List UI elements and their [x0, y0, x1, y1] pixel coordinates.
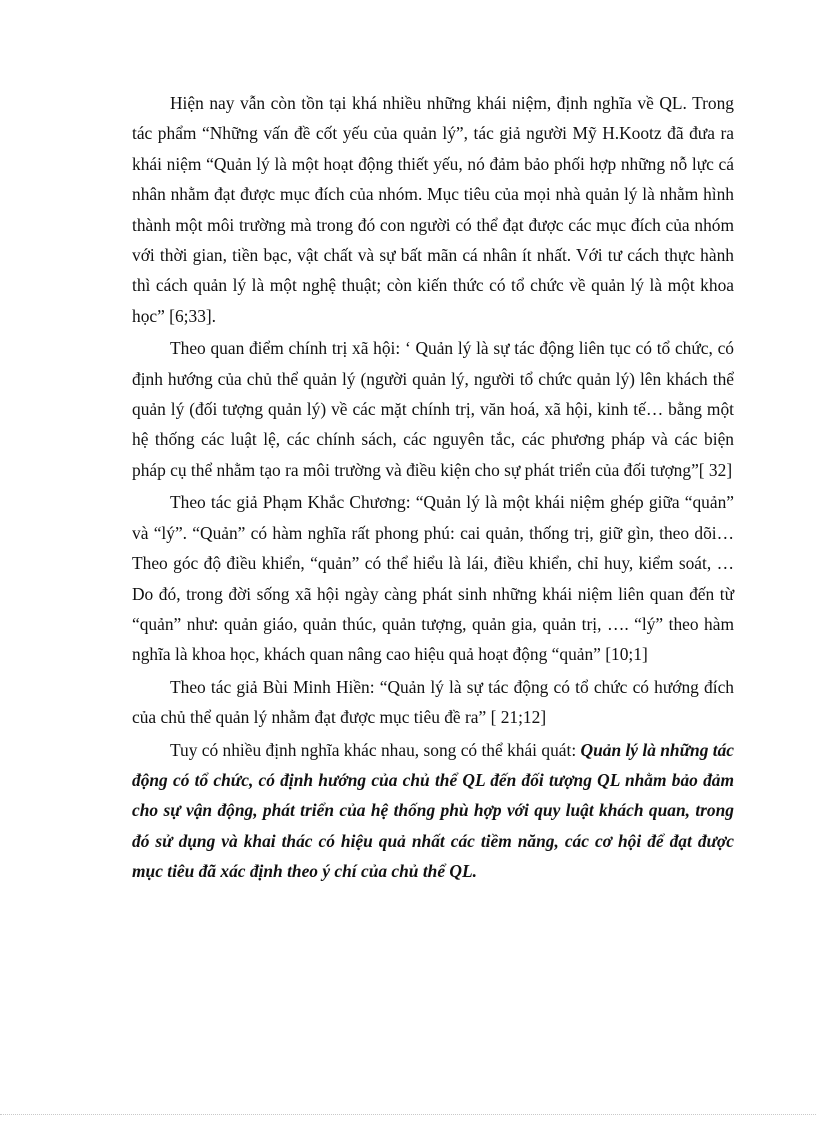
general-definition-emphasis: Quản lý là những tác động có tổ chức, có định hướng của chủ thể QL đến đối tượng QL nhằm bảo đảm cho sự vận động, phát triển của hệ thống phù hợp với quy luật khách quan, trong đó sử dụng và khai thác có hiệu quả nhất các tiềm năng, các cơ hội để đạt được mục tiêu đã xác định theo ý chí của chủ thể QL.: [132, 739, 734, 882]
paragraph-pham-khac-chuong: Theo tác giả Phạm Khắc Chương: “Quản lý là một khái niệm ghép giữa “quản” và “lý”. “Quản” có hàm nghĩa rất phong phú: cai quản, thống trị, giữ gìn, theo dõi…Theo góc độ điều khiển, “quản” có thể hiểu là lái, điều khiển, chỉ huy, kiểm soát, … Do đó, trong đời sống xã hội ngày càng phát sinh những khái niệm liên quan đến từ “quản” như: quản giáo, quản thúc, quản tượng, quản gia, quản trị, …. “lý” theo hàm nghĩa là khoa học, khách quan nâng cao hiệu quả hoạt động “quản” [10;1]: [132, 492, 734, 665]
paragraph-sociopolitical-view: Theo quan điểm chính trị xã hội: ‘ Quản lý là sự tác động liên tục có tổ chức, có định hướng của chủ thể quản lý (người quản lý, người tổ chức quản lý) lên khách thể quản lý (đối tượng quản lý) về các mặt chính trị, văn hoá, xã hội, kinh tế… bằng một hệ thống các luật lệ, các chính sách, các nguyên tắc, các phương pháp và các biện pháp cụ thể nhằm tạo ra môi trường và điều kiện cho sự phát triển của đối tượng”[ 32]: [132, 338, 734, 480]
paragraph-general-definition: [132, 735, 734, 887]
document-body: [132, 88, 734, 887]
general-definition-lead: Tuy có nhiều định nghĩa khác nhau, song có thể khái quát:: [170, 739, 581, 760]
page-bottom-divider: [0, 1114, 816, 1115]
paragraph-management-definitions-kootz: Hiện nay vẫn còn tồn tại khá nhiều những khái niệm, định nghĩa về QL. Trong tác phẩm “Những vấn đề cốt yếu của quản lý”, tác giả người Mỹ H.Kootz đã đưa ra khái niệm “Quản lý là một hoạt động thiết yếu, nó đảm bảo phối hợp những nỗ lực cá nhân nhằm đạt được mục đích của nhóm. Mục tiêu của mọi nhà quản lý là nhằm hình thành một môi trường mà trong đó con người có thể đạt được các mục đích của nhóm với thời gian, tiền bạc, vật chất và sự bất mãn cá nhân ít nhất. Với tư cách thực hành thì cách quản lý là một nghệ thuật; còn kiến thức có tổ chức về quản lý là một khoa học” [6;33].: [132, 93, 734, 326]
paragraph-bui-minh-hien: Theo tác giả Bùi Minh Hiền: “Quản lý là sự tác động có tổ chức có hướng đích của chủ thể quản lý nhằm đạt được mục tiêu đề ra” [ 21;12]: [132, 676, 734, 728]
